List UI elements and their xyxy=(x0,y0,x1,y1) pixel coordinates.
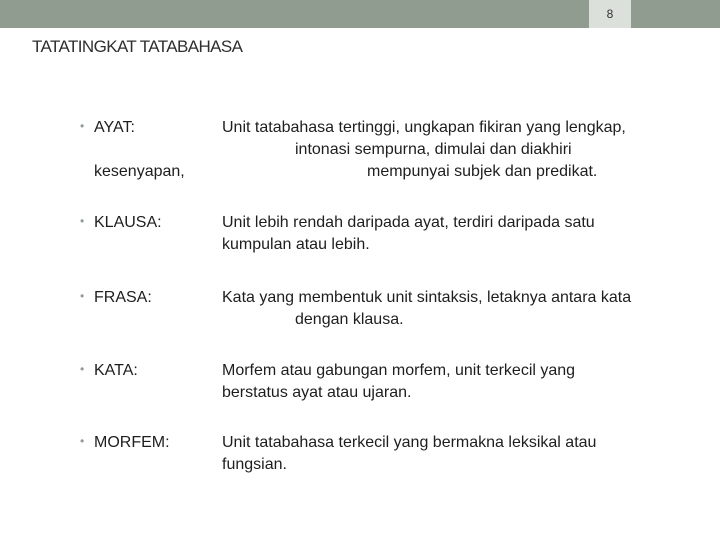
definition-line: Unit tatabahasa tertinggi, ungkapan fikiran yang lengkap, xyxy=(222,119,626,136)
term-label: FRASA: xyxy=(94,289,152,306)
definition-line: dengan klausa. xyxy=(295,311,404,328)
bullet-icon: • xyxy=(80,119,85,133)
definition-line: Unit tatabahasa terkecil yang bermakna leksikal atau xyxy=(222,434,597,451)
slide-title: TATATINGKAT TATABAHASA xyxy=(32,37,243,56)
definition-line: Morfem atau gabungan morfem, unit terkecil yang xyxy=(222,362,576,379)
definition-line: kumpulan atau lebih. xyxy=(222,236,370,253)
term-label: MORFEM: xyxy=(94,434,170,451)
definition-line: Kata yang membentuk unit sintaksis, letaknya antara kata xyxy=(222,289,632,306)
header-bar xyxy=(0,0,720,28)
definition-line: intonasi sempurna, dimulai dan diakhiri xyxy=(295,141,572,158)
definition-line: fungsian. xyxy=(222,456,287,473)
term-label: KATA: xyxy=(94,362,138,379)
term-kata xyxy=(80,362,138,380)
definition-line: Unit lebih rendah daripada ayat, terdiri daripada satu xyxy=(222,214,595,231)
page-number-box xyxy=(589,0,631,28)
bullet-icon: • xyxy=(80,214,85,228)
term-ayat xyxy=(80,119,135,137)
term-klausa xyxy=(80,214,162,232)
definition-line: mempunyai subjek dan predikat. xyxy=(367,163,598,180)
bullet-icon: • xyxy=(80,289,85,303)
term-label: AYAT: xyxy=(94,119,135,136)
definition-fragment: kesenyapan, xyxy=(94,163,185,180)
term-frasa xyxy=(80,289,152,307)
page-number: 8 xyxy=(606,7,614,21)
term-morfem xyxy=(80,434,170,452)
bullet-icon: • xyxy=(80,434,85,448)
term-label: KLAUSA: xyxy=(94,214,162,231)
bullet-icon: • xyxy=(80,362,85,376)
definition-line: berstatus ayat atau ujaran. xyxy=(222,384,412,401)
